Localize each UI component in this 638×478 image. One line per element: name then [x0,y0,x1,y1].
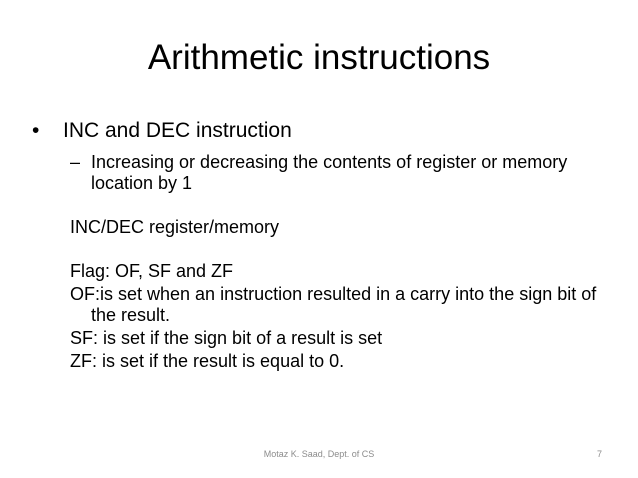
of-flag-line: OF:is set when an instruction resulted in a carry into the sign bit of the result. [70,284,597,325]
flags-line: Flag: OF, SF and ZF [70,261,234,281]
slide-footer: Motaz K. Saad, Dept. of CS [263,449,375,459]
syntax-line: INC/DEC register/memory [70,217,280,237]
page-number: 7 [596,449,602,459]
bullet-marker: • [32,119,40,142]
sf-flag-line: SF: is set if the sign bit of a result is set [70,328,383,348]
zf-flag-line: ZF: is set if the result is equal to 0. [70,351,345,371]
sub-bullet-text: Increasing or decreasing the contents of register or memory location by 1 [91,152,568,193]
slide-body [30,117,620,372]
slide-title: Arithmetic instructions [147,38,491,77]
sub-bullet-description [70,152,620,194]
bullet-inc-dec [30,117,620,145]
dash-marker: – [70,152,81,172]
bullet-text: INC and DEC instruction [63,119,292,142]
